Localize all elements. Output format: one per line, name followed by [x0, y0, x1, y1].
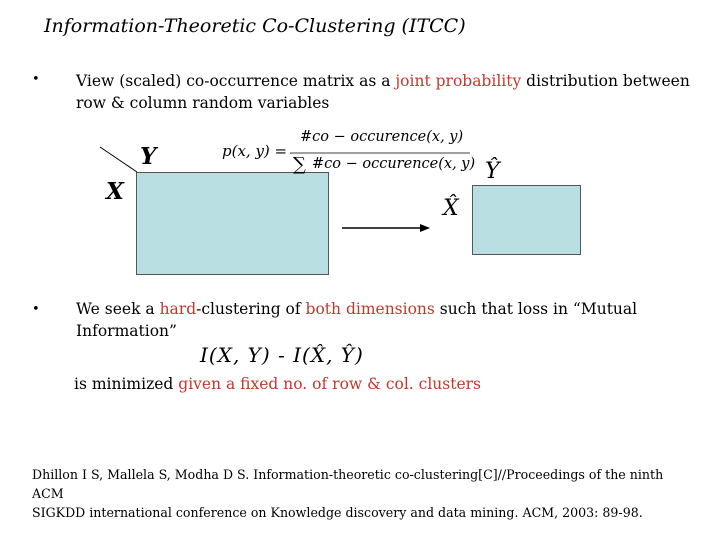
bullet-2	[76, 298, 706, 342]
label-y: Y	[140, 143, 157, 170]
formula-numerator: #co − occurence(x, y)	[300, 129, 464, 145]
reference-line-1: Dhillon I S, Mallela S, Modha D S. Information-theoretic co-clustering[C]//Proceedings of the ninth ACM	[32, 467, 664, 501]
both-dimensions-highlight: both dimensions	[305, 300, 435, 318]
bullet-2-text-mid: -clustering of	[196, 300, 306, 318]
mapping-arrow-head	[420, 224, 430, 232]
co-occurrence-matrix	[136, 172, 329, 275]
bullet-2-line-1	[76, 298, 706, 320]
mutual-information-formula: I(X, Y) - I(X̂, Ŷ)	[200, 343, 364, 367]
bullet-marker-2: •	[32, 302, 40, 317]
joint-probability-highlight: joint probability	[395, 72, 522, 90]
label-x: X	[106, 178, 124, 205]
formula-denominator: #co − occurence(x, y)	[312, 156, 476, 172]
hard-highlight: hard	[159, 300, 197, 318]
bullet-marker-1: •	[32, 72, 40, 87]
label-y-hat: Ŷ	[485, 159, 500, 184]
label-x-hat: X̂	[443, 196, 459, 221]
bullet-1-line-2: row & column random variables	[76, 94, 330, 112]
reference-citation	[32, 465, 692, 522]
bullet-1-text-end: distribution between	[521, 72, 690, 90]
bullet-1-text: View (scaled) co-occurrence matrix as a	[76, 72, 396, 90]
bullet-2-tail-text: is minimized	[74, 375, 179, 393]
formula-sum-symbol: ∑	[293, 154, 306, 175]
formula-lhs: p(x, y) =	[222, 142, 288, 160]
bullet-2-tail	[74, 373, 481, 395]
bullet-2-line-2: Information”	[76, 322, 177, 340]
bullet-2-text-end: such that loss in “Mutual	[434, 300, 638, 318]
fixed-clusters-highlight: given a fixed no. of row & col. clusters	[178, 375, 481, 393]
clustered-matrix	[472, 185, 581, 255]
corner-diagonal-line	[100, 147, 137, 172]
bullet-2-text: We seek a	[76, 300, 160, 318]
slide-title: Information-Theoretic Co-Clustering (ITCC)	[44, 15, 466, 37]
reference-line-2: SIGKDD international conference on Knowledge discovery and data mining. ACM, 2003: 89-98.	[32, 505, 643, 520]
